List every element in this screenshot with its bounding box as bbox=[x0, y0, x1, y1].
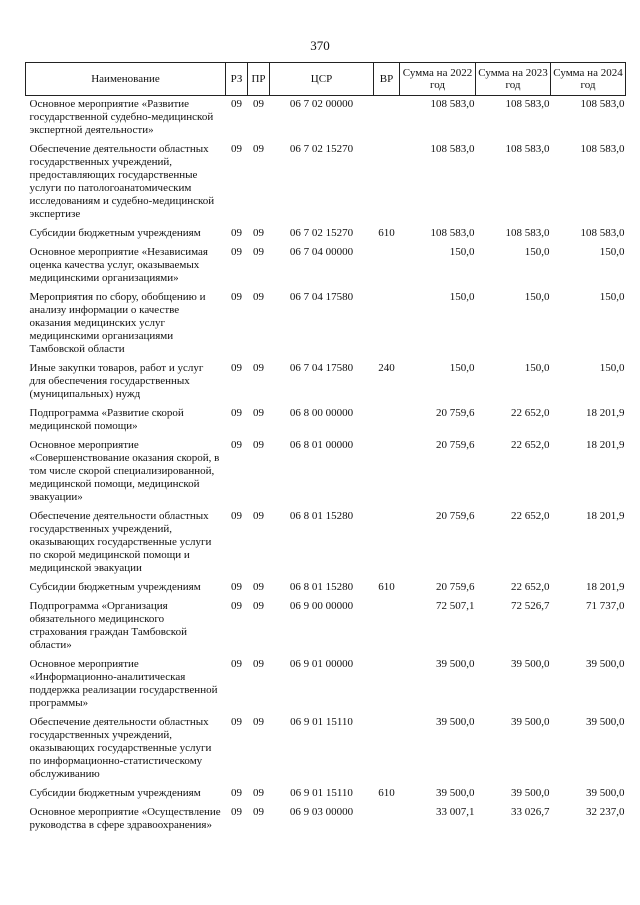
row-name: Мероприятия по сбору, обобщению и анализу информации о качестве оказания медицинских услуг медицинскими организациями Тамбовской области bbox=[29, 291, 206, 355]
row-csr: 06 7 04 00000 bbox=[289, 246, 354, 258]
page-number: 370 bbox=[310, 38, 330, 53]
row-name: Субсидии бюджетным учреждениям bbox=[29, 787, 201, 799]
row-sum-2022: 33 007,1 bbox=[436, 806, 475, 818]
row-rz: 09 bbox=[231, 510, 242, 522]
row-pr: 09 bbox=[253, 362, 264, 374]
row-sum-2022: 108 583,0 bbox=[430, 98, 475, 110]
table-row bbox=[26, 656, 626, 714]
row-pr: 09 bbox=[253, 806, 264, 818]
row-vr bbox=[374, 804, 400, 836]
row-rz: 09 bbox=[231, 227, 242, 239]
row-sum-2024: 32 237,0 bbox=[586, 806, 625, 818]
row-pr: 09 bbox=[253, 227, 264, 239]
row-sum-2023: 108 583,0 bbox=[505, 98, 550, 110]
row-sum-2022: 20 759,6 bbox=[436, 510, 475, 522]
row-name: Основное мероприятие «Развитие государственной судебно-медицинской экспертной деятельности» bbox=[29, 98, 214, 136]
row-name: Основное мероприятие «Информационно-аналитическая поддержка реализации государственной программы» bbox=[29, 658, 218, 709]
row-sum-2024: 108 583,0 bbox=[580, 143, 625, 155]
table-row bbox=[26, 405, 626, 437]
row-rz: 09 bbox=[231, 246, 242, 258]
row-sum-2022: 150,0 bbox=[449, 291, 475, 303]
row-sum-2023: 22 652,0 bbox=[511, 510, 550, 522]
header-rz: РЗ bbox=[226, 63, 248, 96]
table-row bbox=[26, 579, 626, 598]
table-row bbox=[26, 714, 626, 785]
row-sum-2022: 39 500,0 bbox=[436, 716, 475, 728]
row-sum-2024: 18 201,9 bbox=[586, 407, 625, 419]
row-vr bbox=[374, 508, 400, 579]
row-vr bbox=[374, 437, 400, 508]
row-pr: 09 bbox=[253, 407, 264, 419]
row-sum-2023: 39 500,0 bbox=[511, 658, 550, 670]
row-pr: 09 bbox=[253, 716, 264, 728]
row-sum-2022: 150,0 bbox=[449, 362, 475, 374]
row-pr: 09 bbox=[253, 787, 264, 799]
row-vr bbox=[374, 96, 400, 142]
row-vr: 240 bbox=[378, 362, 395, 374]
row-csr: 06 7 02 15270 bbox=[289, 227, 354, 239]
table-row bbox=[26, 360, 626, 405]
row-sum-2023: 39 500,0 bbox=[511, 716, 550, 728]
row-sum-2023: 22 652,0 bbox=[511, 439, 550, 451]
header-sum-2022: Сумма на 2022 год bbox=[400, 63, 476, 96]
row-sum-2023: 22 652,0 bbox=[511, 407, 550, 419]
row-csr: 06 9 00 00000 bbox=[289, 600, 354, 612]
row-sum-2023: 108 583,0 bbox=[505, 227, 550, 239]
row-sum-2024: 39 500,0 bbox=[586, 658, 625, 670]
header-sum-2024: Сумма на 2024 год bbox=[551, 63, 626, 96]
header-name: Наименование bbox=[26, 63, 226, 96]
row-sum-2024: 150,0 bbox=[599, 246, 625, 258]
row-csr: 06 8 01 15280 bbox=[289, 581, 354, 593]
row-csr: 06 7 04 17580 bbox=[289, 291, 354, 303]
header-pr: ПР bbox=[248, 63, 270, 96]
row-name: Обеспечение деятельности областных государственных учреждений, предоставляющих государственные услуги по патологоанатомическим исследованиям и судебно-медицинской экспертизе bbox=[29, 143, 215, 220]
row-sum-2023: 150,0 bbox=[524, 362, 550, 374]
row-sum-2022: 39 500,0 bbox=[436, 787, 475, 799]
row-name: Обеспечение деятельности областных государственных учреждений, оказывающих государственные услуги по скорой медицинской помощи и медицинской эвакуации bbox=[29, 510, 212, 574]
row-sum-2024: 18 201,9 bbox=[586, 439, 625, 451]
row-sum-2024: 150,0 bbox=[599, 291, 625, 303]
row-sum-2024: 18 201,9 bbox=[586, 581, 625, 593]
row-name: Иные закупки товаров, работ и услуг для обеспечения государственных (муниципальных) нужд bbox=[29, 362, 204, 400]
row-sum-2024: 39 500,0 bbox=[586, 716, 625, 728]
row-vr bbox=[374, 405, 400, 437]
row-rz: 09 bbox=[231, 600, 242, 612]
row-csr: 06 8 01 15280 bbox=[289, 510, 354, 522]
row-csr: 06 9 01 00000 bbox=[289, 658, 354, 670]
row-sum-2024: 150,0 bbox=[599, 362, 625, 374]
row-vr bbox=[374, 656, 400, 714]
row-name: Субсидии бюджетным учреждениям bbox=[29, 581, 201, 593]
row-sum-2022: 108 583,0 bbox=[430, 227, 475, 239]
row-vr bbox=[374, 141, 400, 225]
row-sum-2022: 20 759,6 bbox=[436, 581, 475, 593]
row-vr bbox=[374, 598, 400, 656]
row-csr: 06 7 04 17580 bbox=[289, 362, 354, 374]
row-csr: 06 9 01 15110 bbox=[290, 787, 353, 799]
table-row bbox=[26, 141, 626, 225]
row-sum-2022: 150,0 bbox=[449, 246, 475, 258]
row-csr: 06 9 03 00000 bbox=[289, 806, 354, 818]
row-vr: 610 bbox=[378, 581, 395, 593]
table-row bbox=[26, 598, 626, 656]
row-name: Обеспечение деятельности областных государственных учреждений, оказывающих государственные услуги по информационно-статистическому обслуживанию bbox=[29, 716, 212, 780]
row-rz: 09 bbox=[231, 787, 242, 799]
row-sum-2024: 39 500,0 bbox=[586, 787, 625, 799]
row-sum-2023: 108 583,0 bbox=[505, 143, 550, 155]
row-rz: 09 bbox=[231, 581, 242, 593]
row-rz: 09 bbox=[231, 716, 242, 728]
row-pr: 09 bbox=[253, 658, 264, 670]
budget-table bbox=[25, 62, 626, 836]
row-vr: 610 bbox=[378, 787, 395, 799]
table-row bbox=[26, 785, 626, 804]
row-sum-2023: 33 026,7 bbox=[511, 806, 550, 818]
row-sum-2023: 22 652,0 bbox=[511, 581, 550, 593]
table-row bbox=[26, 804, 626, 836]
table-row bbox=[26, 225, 626, 244]
table-row bbox=[26, 96, 626, 142]
header-vr: ВР bbox=[374, 63, 400, 96]
row-sum-2022: 20 759,6 bbox=[436, 407, 475, 419]
table-row bbox=[26, 244, 626, 289]
row-sum-2022: 72 507,1 bbox=[436, 600, 475, 612]
row-pr: 09 bbox=[253, 510, 264, 522]
row-sum-2022: 39 500,0 bbox=[436, 658, 475, 670]
row-pr: 09 bbox=[253, 143, 264, 155]
row-name: Субсидии бюджетным учреждениям bbox=[29, 227, 201, 239]
row-sum-2024: 18 201,9 bbox=[586, 510, 625, 522]
row-rz: 09 bbox=[231, 439, 242, 451]
row-vr: 610 bbox=[378, 227, 395, 239]
row-sum-2023: 39 500,0 bbox=[511, 787, 550, 799]
row-pr: 09 bbox=[253, 246, 264, 258]
row-name: Подпрограмма «Развитие скорой медицинской помощи» bbox=[29, 407, 184, 432]
row-pr: 09 bbox=[253, 600, 264, 612]
row-name: Основное мероприятие «Совершенствование оказания скорой, в том числе скорой специализированной, медицинской помощи, медицинской эвакуации» bbox=[29, 439, 220, 503]
row-sum-2023: 150,0 bbox=[524, 291, 550, 303]
table-row bbox=[26, 437, 626, 508]
row-vr bbox=[374, 714, 400, 785]
row-sum-2024: 71 737,0 bbox=[586, 600, 625, 612]
row-rz: 09 bbox=[231, 98, 242, 110]
row-rz: 09 bbox=[231, 658, 242, 670]
table-row bbox=[26, 508, 626, 579]
row-vr bbox=[374, 244, 400, 289]
row-sum-2022: 20 759,6 bbox=[436, 439, 475, 451]
row-csr: 06 8 01 00000 bbox=[289, 439, 354, 451]
row-rz: 09 bbox=[231, 362, 242, 374]
row-sum-2023: 72 526,7 bbox=[511, 600, 550, 612]
row-rz: 09 bbox=[231, 143, 242, 155]
row-pr: 09 bbox=[253, 98, 264, 110]
row-sum-2022: 108 583,0 bbox=[430, 143, 475, 155]
row-name: Подпрограмма «Организация обязательного медицинского страхования граждан Тамбовской области» bbox=[29, 600, 187, 651]
row-csr: 06 7 02 15270 bbox=[289, 143, 354, 155]
row-csr: 06 7 02 00000 bbox=[289, 98, 354, 110]
row-rz: 09 bbox=[231, 407, 242, 419]
row-csr: 06 9 01 15110 bbox=[290, 716, 353, 728]
row-pr: 09 bbox=[253, 581, 264, 593]
row-name: Основное мероприятие «Независимая оценка качества услуг, оказываемых медицинскими организациями» bbox=[29, 246, 208, 284]
row-sum-2024: 108 583,0 bbox=[580, 227, 625, 239]
table-row bbox=[26, 289, 626, 360]
row-pr: 09 bbox=[253, 439, 264, 451]
row-vr bbox=[374, 289, 400, 360]
header-sum-2023: Сумма на 2023 год bbox=[476, 63, 551, 96]
row-sum-2023: 150,0 bbox=[524, 246, 550, 258]
row-rz: 09 bbox=[231, 806, 242, 818]
header-csr: ЦСР bbox=[270, 63, 374, 96]
row-pr: 09 bbox=[253, 291, 264, 303]
row-name: Основное мероприятие «Осуществление руководства в сфере здравоохранения» bbox=[29, 806, 221, 831]
row-sum-2024: 108 583,0 bbox=[580, 98, 625, 110]
table-header-row bbox=[26, 63, 626, 96]
row-csr: 06 8 00 00000 bbox=[289, 407, 354, 419]
row-rz: 09 bbox=[231, 291, 242, 303]
